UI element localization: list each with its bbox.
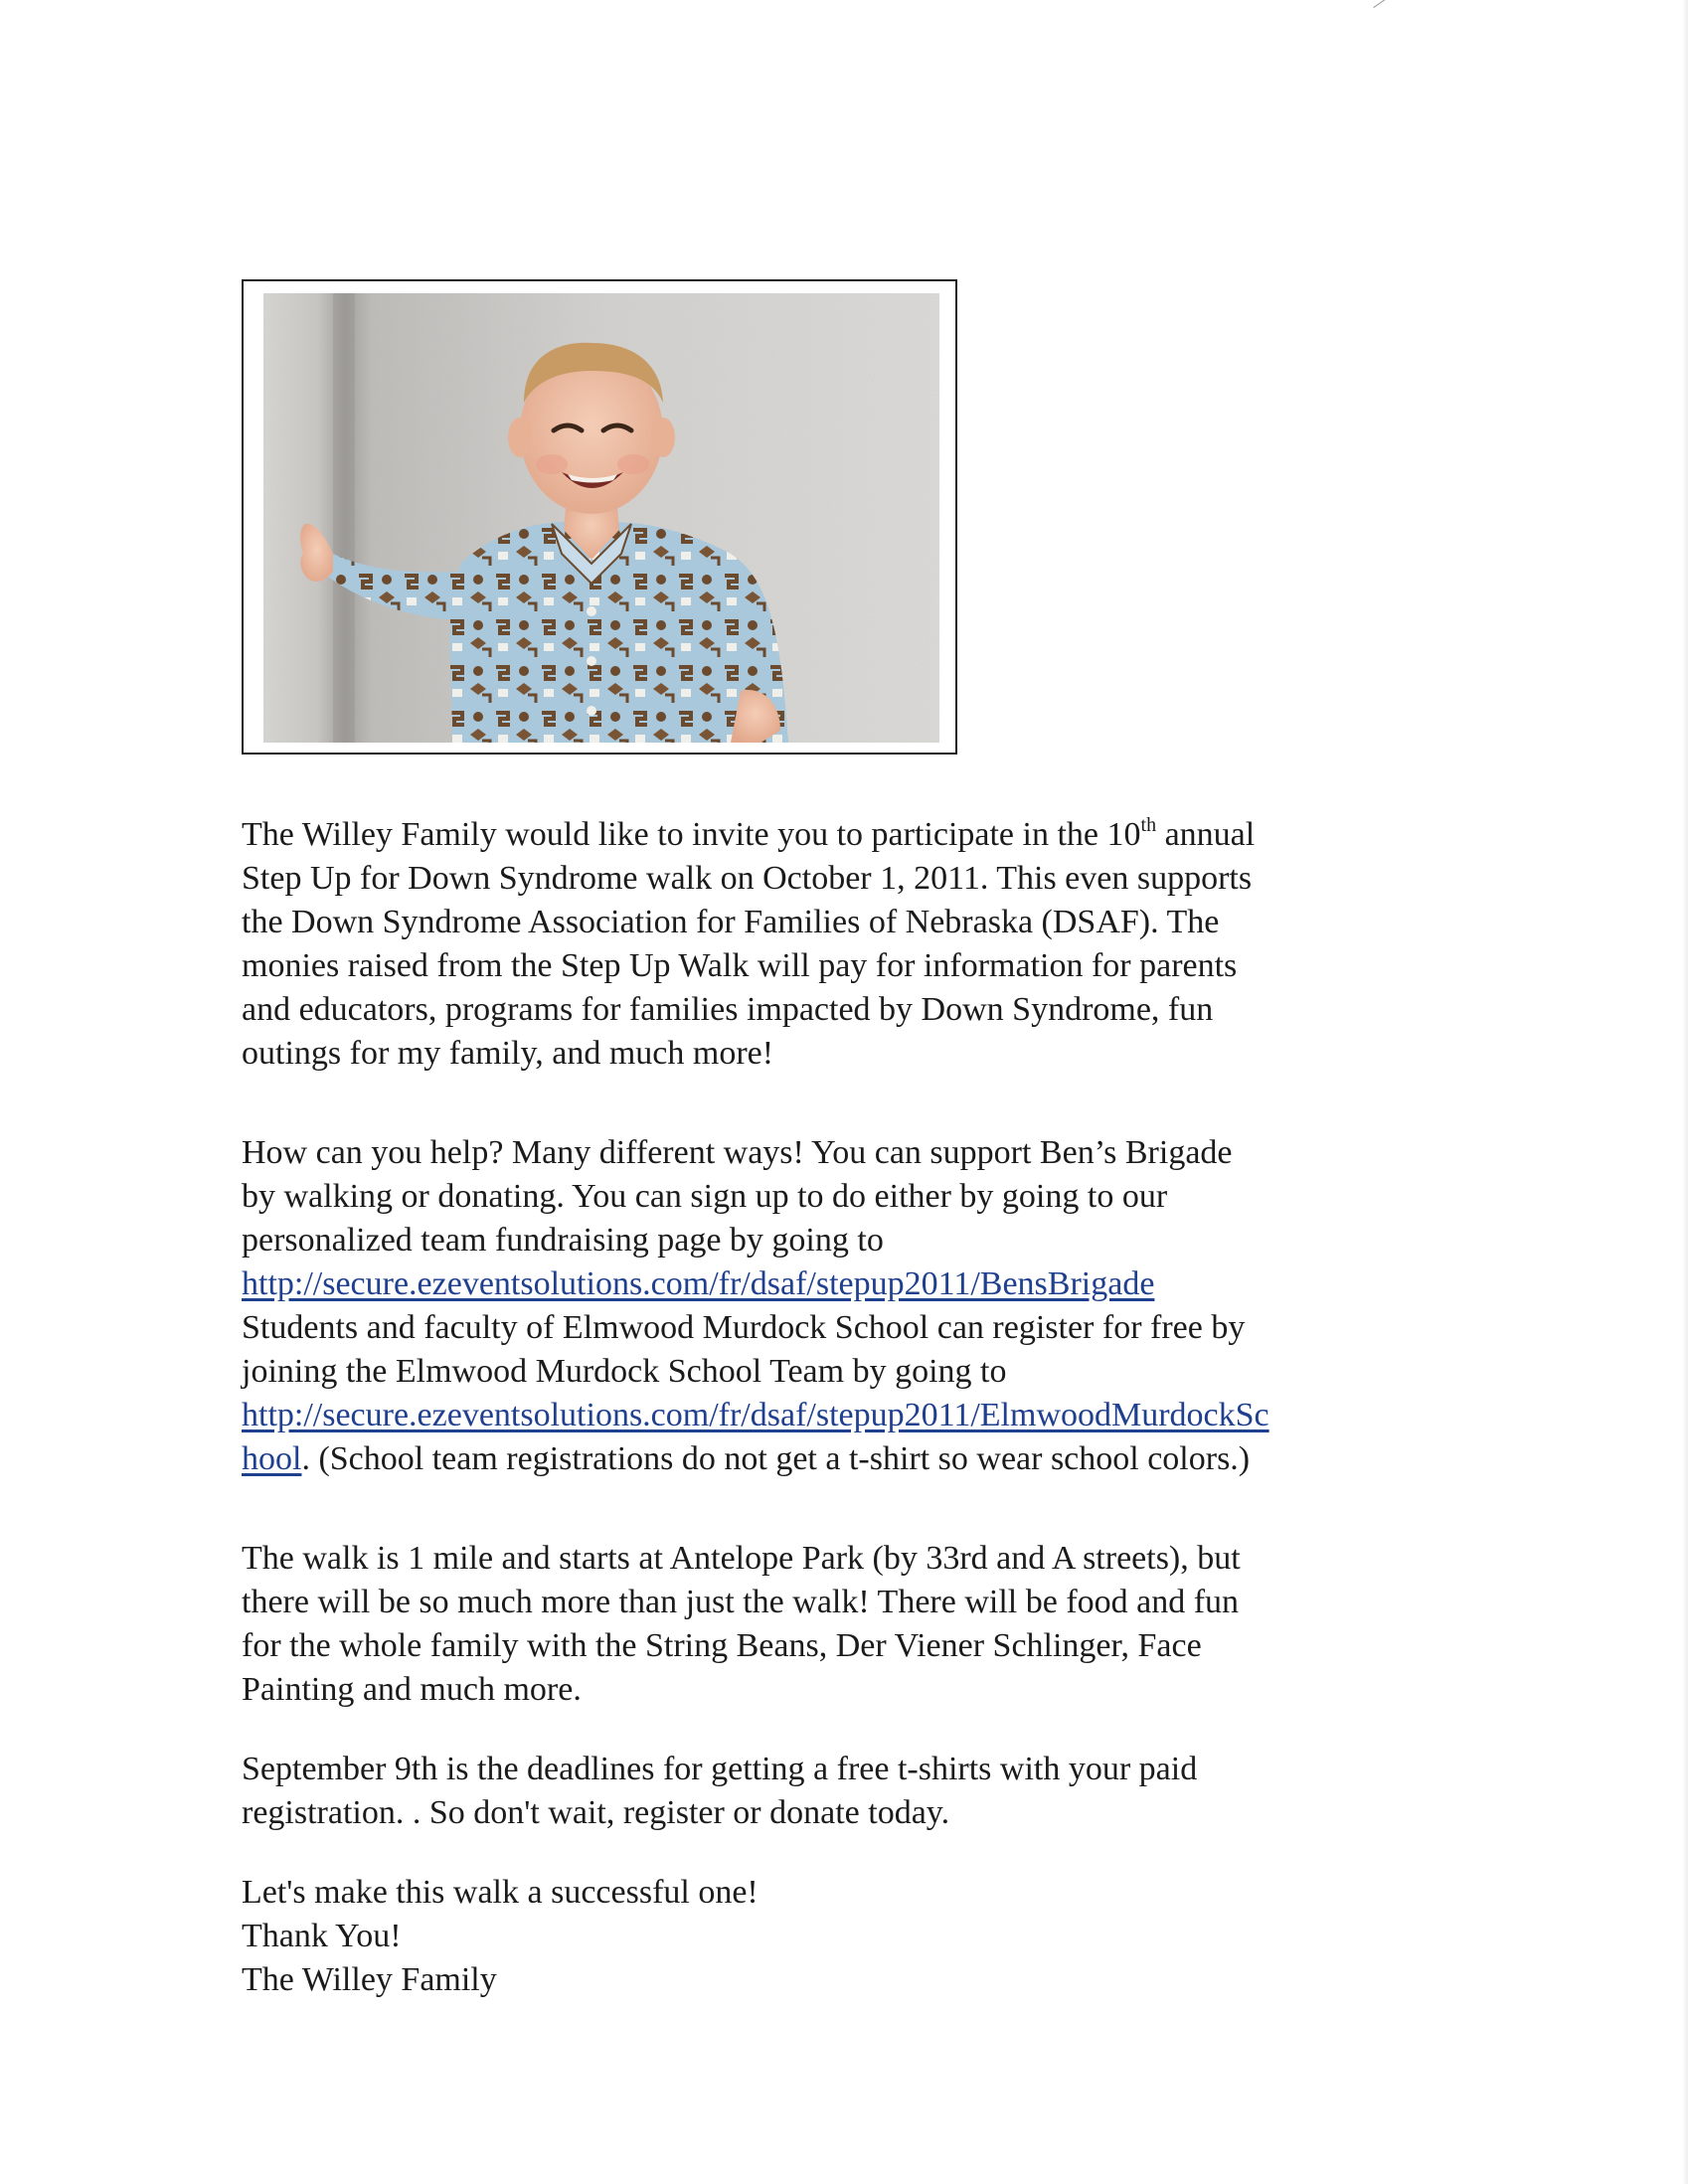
photo-frame [242,279,957,755]
text-line: for the whole family with the String Beans, Der Viener Schlinger, Face [242,1627,1202,1664]
letter-body [242,813,1435,2002]
paragraph-how-to-help [242,1131,1435,1481]
text-line: How can you help? Many different ways! You can support Ben’s Brigade [242,1134,1233,1171]
text-line: joining the Elmwood Murdock School Team by going to [242,1353,1007,1390]
text-line: Painting and much more. [242,1671,582,1708]
text-line: monies raised from the Step Up Walk will pay for information for parents [242,947,1238,984]
text-line: personalized team fundraising page by going to [242,1222,884,1259]
text-line [242,1394,1435,1437]
closing-thank-you: Thank You! [242,1918,402,1954]
text-line: Students and faculty of Elmwood Murdock School can register for free by [242,1309,1246,1346]
closing [242,1871,1435,2002]
bens-brigade-link[interactable]: http://secure.ezeventsolutions.com/fr/dsaf/stepup2011/BensBrigade [242,1265,1155,1302]
text-line: hool. (School team registrations do not get a t-shirt so wear school colors.) [242,1440,1251,1477]
closing-line: Let's make this walk a successful one! [242,1874,759,1911]
paragraph-walk-details [242,1537,1435,1712]
school-team-link-continued[interactable]: hool [242,1440,302,1477]
text-line [242,1262,1435,1306]
paragraph-deadline [242,1748,1435,1835]
text-line: registration. . So don't wait, register or donate today. [242,1794,950,1831]
ordinal-suffix: th [1140,813,1157,836]
text-line: by walking or donating. You can sign up to do either by going to our [242,1178,1168,1215]
scan-edge [1682,0,1688,2184]
boy-photo [263,293,939,743]
text-line: The walk is 1 mile and starts at Antelope Park (by 33rd and A streets), but [242,1540,1241,1577]
text-line: September 9th is the deadlines for getting a free t-shirts with your paid [242,1751,1198,1787]
text-line: the Down Syndrome Association for Families of Nebraska (DSAF). The [242,904,1220,940]
text-line: The Willey Family would like to invite you to participate in the 10th annual [242,813,1256,853]
text-line: outings for my family, and much more! [242,1035,774,1072]
text-line: Step Up for Down Syndrome walk on October 1, 2011. This even supports [242,860,1253,897]
text-line: there will be so much more than just the walk! There will be food and fun [242,1584,1240,1620]
paragraph-invitation [242,813,1435,1076]
closing-signature: The Willey Family [242,1961,497,1998]
school-team-link[interactable]: http://secure.ezeventsolutions.com/fr/dsaf/stepup2011/ElmwoodMurdockSc [242,1397,1269,1433]
scan-mark [1373,0,1388,8]
text-line: and educators, programs for families impacted by Down Syndrome, fun [242,991,1214,1028]
